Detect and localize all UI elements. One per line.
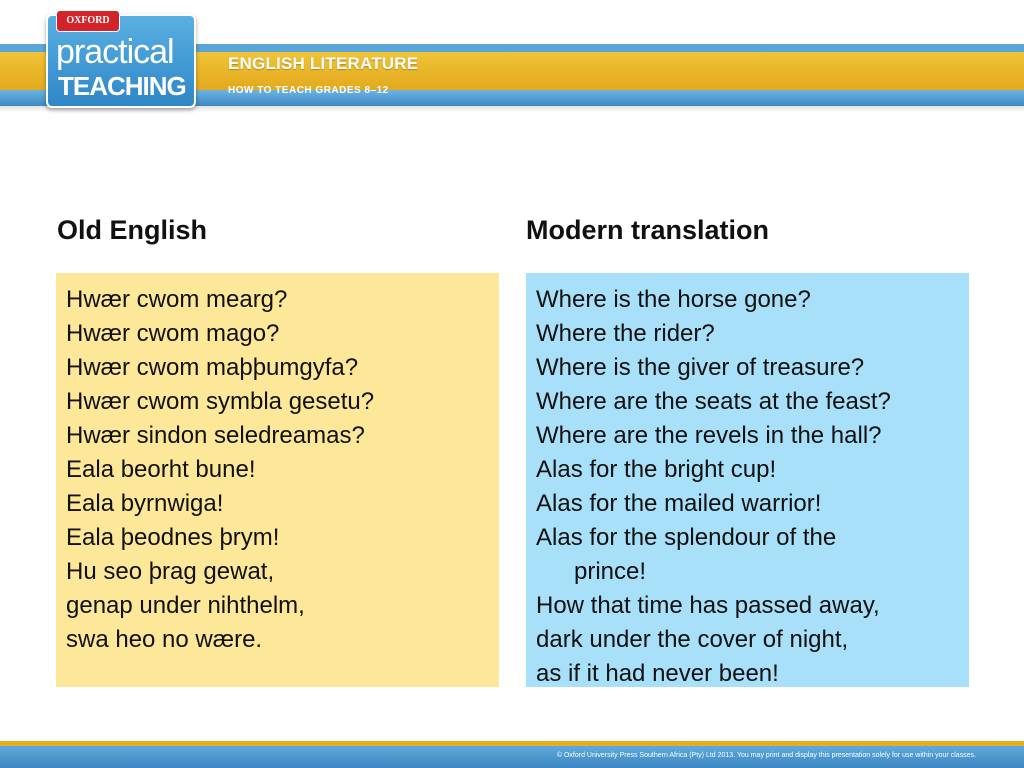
old-english-line: Eala byrnwiga! <box>66 490 224 517</box>
modern-line: Where are the revels in the hall? <box>536 422 882 449</box>
modern-line: as if it had never been! <box>536 660 779 687</box>
modern-line: Where is the horse gone? <box>536 286 811 313</box>
old-english-line: swa heo no wære. <box>66 626 263 653</box>
old-english-line: Eala þeodnes þrym! <box>66 524 280 551</box>
old-english-heading: Old English <box>57 215 208 245</box>
banner-subtitle: HOW TO TEACH GRADES 8–12 <box>228 85 389 96</box>
modern-line: prince! <box>574 558 647 585</box>
old-english-line: Eala beorht bune! <box>66 456 256 483</box>
copyright-notice: © Oxford University Press Southern Africa (Pty) Ltd 2013. You may print and display this presentation solely for use within your classes. <box>556 752 976 759</box>
modern-line: Where are the seats at the feast? <box>536 388 891 415</box>
old-english-line: Hwær cwom symbla gesetu? <box>66 388 375 415</box>
modern-line: Alas for the bright cup! <box>536 456 777 483</box>
modern-translation-box <box>526 273 969 687</box>
old-english-line: genap under nihthelm, <box>66 592 305 619</box>
logo-practical-text: practical <box>56 33 174 71</box>
modern-line: Where the rider? <box>536 320 715 347</box>
modern-line: Alas for the splendour of the <box>536 524 837 551</box>
modern-line: How that time has passed away, <box>536 592 880 619</box>
banner-title: ENGLISH LITERATURE <box>228 54 419 73</box>
old-english-line: Hwær cwom maþþumgyfa? <box>66 354 359 381</box>
old-english-box <box>56 273 499 687</box>
modern-line: dark under the cover of night, <box>536 626 849 653</box>
modern-translation-heading: Modern translation <box>526 215 770 245</box>
old-english-line: Hu seo þrag gewat, <box>66 558 275 585</box>
old-english-line: Hwær cwom mago? <box>66 320 280 347</box>
practical-teaching-logo <box>46 14 196 108</box>
old-english-line: Hwær cwom mearg? <box>66 286 288 313</box>
old-english-line: Hwær sindon seledreamas? <box>66 422 365 449</box>
logo-teaching-text: TEACHING <box>58 71 186 101</box>
oxford-logo-badge: OXFORD <box>56 10 120 32</box>
modern-line: Alas for the mailed warrior! <box>536 490 822 517</box>
modern-line: Where is the giver of treasure? <box>536 354 865 381</box>
